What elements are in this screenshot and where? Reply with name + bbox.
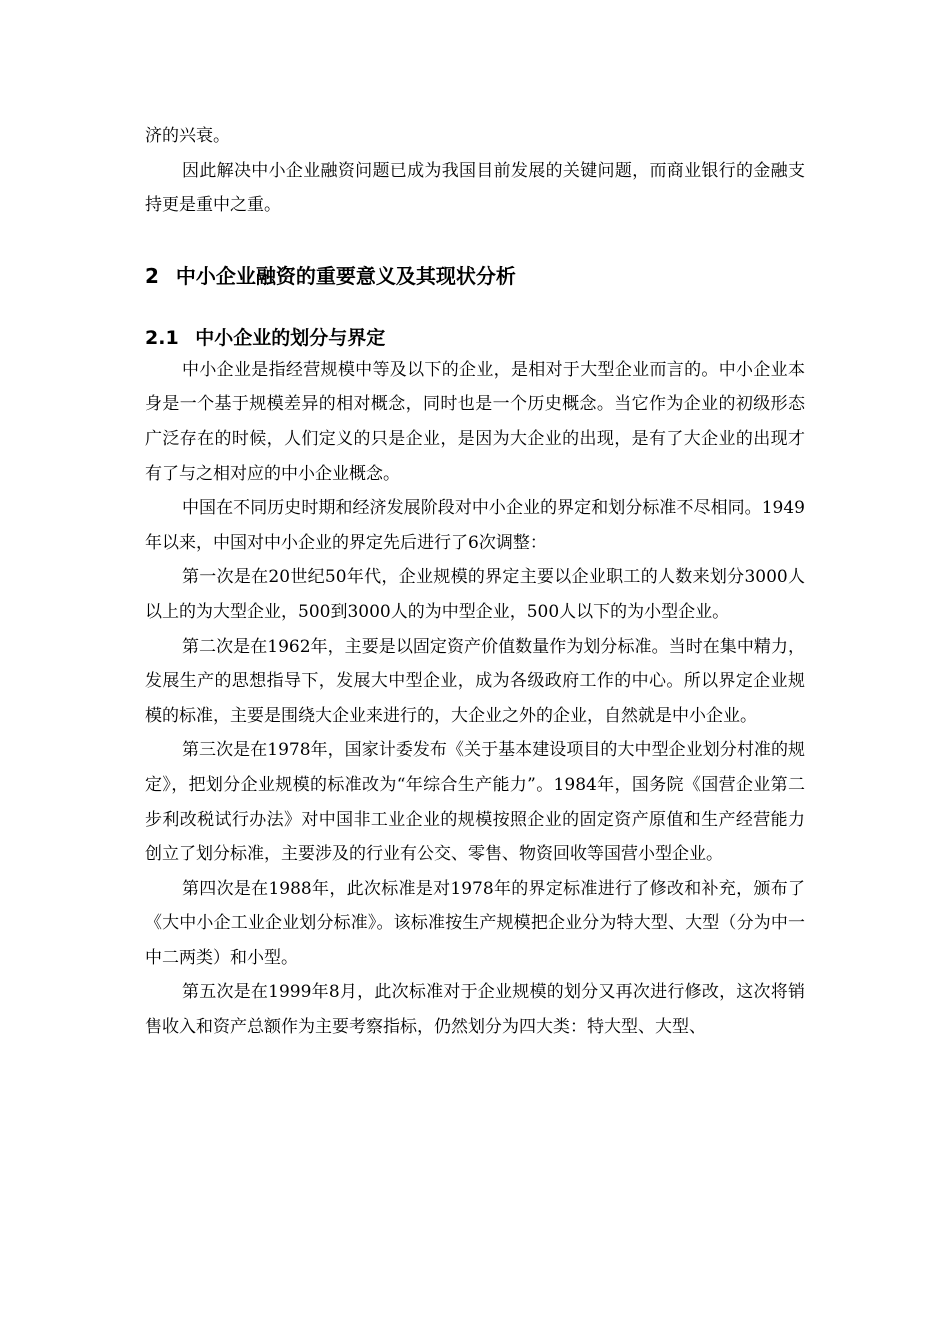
paragraph: 第二次是在1962年，主要是以固定资产价值数量作为划分标准。当时在集中精力，发展生产的思想指导下，发展大中型企业，成为各级政府工作的中心。所以界定企业规模的标准，主要是围绕大企业来进行的，大企业之外的企业，自然就是中小企业。 — [145, 636, 805, 726]
paragraph: 中国在不同历史时期和经济发展阶段对中小企业的界定和划分标准不尽相同。1949年以来，中国对中小企业的界定先后进行了6次调整： — [145, 498, 805, 553]
paragraph: 第四次是在1988年，此次标准是对1978年的界定标准进行了修改和补充，颁布了《大中小企工业企业划分标准》。该标准按生产规模把企业分为特大型、大型（分为中一中二两类）和小型。 — [145, 878, 805, 968]
section-title: 中小企业融资的重要意义及其现状分析 — [175, 263, 516, 288]
subsection-number: 2.1 — [145, 326, 179, 349]
paragraph: 中小企业是指经营规模中等及以下的企业，是相对于大型企业而言的。中小企业本身是一个基于规模差异的相对概念，同时也是一个历史概念。当它作为企业的初级形态广泛存在的时候，人们定义的只是企业，是因为大企业的出现，是有了大企业的出现才有了与之相对应的中小企业概念。 — [145, 359, 805, 484]
paragraph: 第三次是在1978年，国家计委发布《关于基本建设项目的大中型企业划分村准的规定》，把划分企业规模的标准改为“年综合生产能力”。1984年，国务院《国营企业第二步利改税试行办法》对中国非工业企业的规模按照企业的固定资产原值和生产经营能力创立了划分标准，主要涉及的行业有公交、零售、物资回收等国营小型企业。 — [145, 740, 805, 865]
paragraph: 第一次是在20世纪50年代，企业规模的界定主要以企业职工的人数来划分3000人以上的为大型企业，500到3000人的为中型企业，500人以下的为小型企业。 — [145, 567, 805, 622]
paragraph: 第五次是在1999年8月，此次标准对于企业规模的划分又再次进行修改，这次将销售收入和资产总额作为主要考察指标，仍然划分为四大类：特大型、大型、 — [145, 982, 805, 1038]
paragraph: 因此解决中小企业融资问题已成为我国目前发展的关键问题，而商业银行的金融支持更是重中之重。 — [145, 160, 805, 216]
section-heading — [145, 260, 805, 292]
subsection-heading — [145, 323, 805, 353]
document-body — [145, 119, 805, 1045]
subsection-title: 中小企业的划分与界定 — [195, 326, 386, 349]
section-number: 2 — [145, 263, 159, 288]
paragraph-continuation: 济的兴衰。 — [145, 126, 230, 146]
